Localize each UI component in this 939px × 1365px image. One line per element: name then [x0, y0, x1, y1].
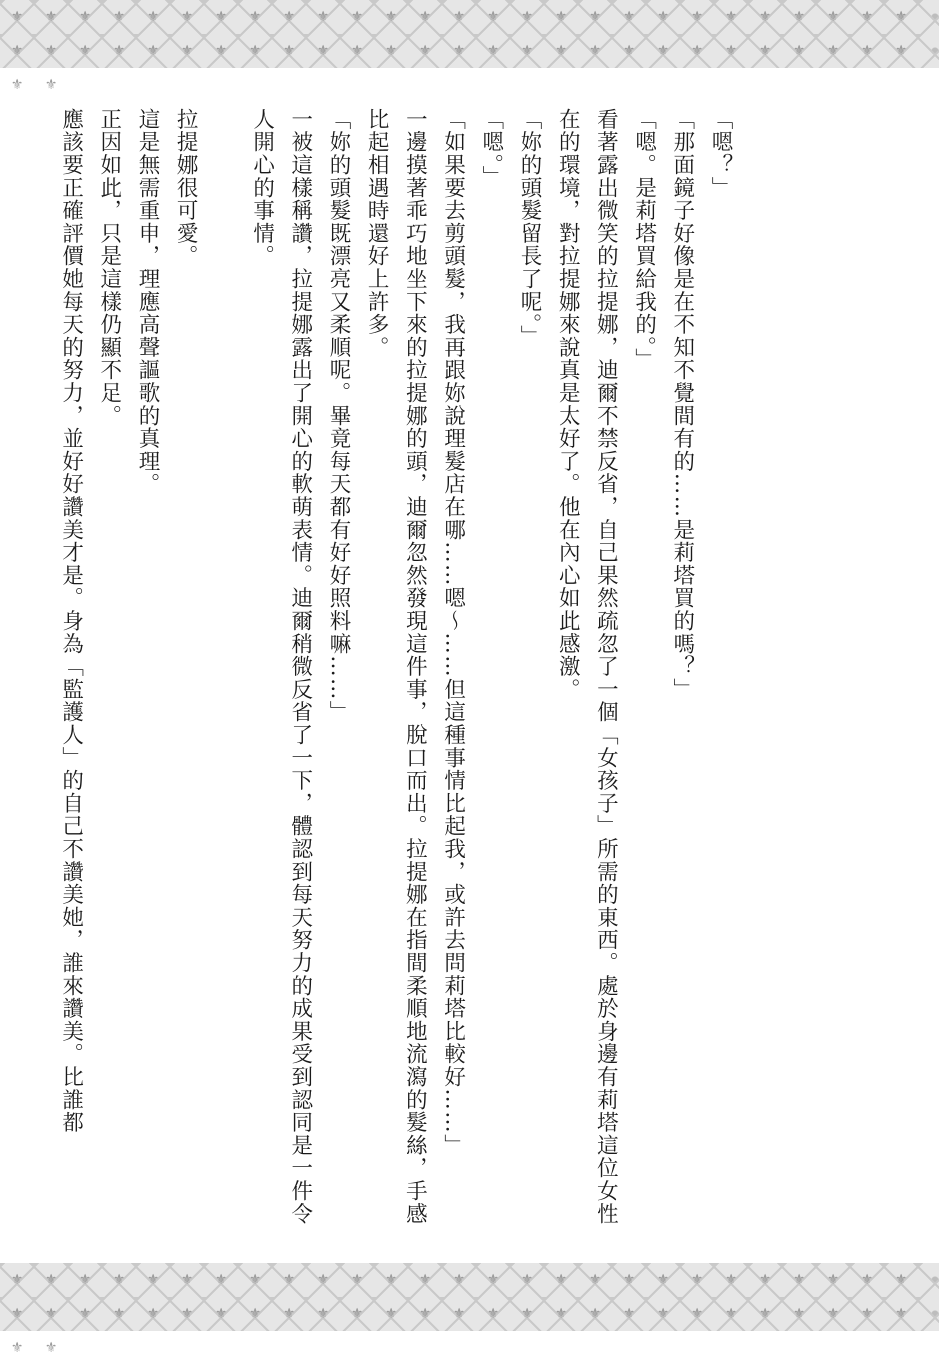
fleur-de-lis-icon: ⚜ [758, 43, 772, 59]
fleur-de-lis-icon: ⚜ [690, 1306, 704, 1322]
fleur-de-lis-icon: ⚜ [622, 43, 636, 59]
fleur-de-lis-icon: ⚜ [894, 1272, 908, 1288]
fleur-de-lis-icon: ⚜ [656, 1272, 670, 1288]
fleur-de-lis-icon: ⚜ [452, 1272, 466, 1288]
fleur-de-lis-icon: ⚜ [316, 1306, 330, 1322]
fleur-de-lis-icon: ⚜ [486, 1306, 500, 1322]
fleur-de-lis-icon: ⚜ [316, 43, 330, 59]
fleur-de-lis-icon: ⚜ [724, 1272, 738, 1288]
fleur-de-lis-icon: ⚜ [520, 9, 534, 25]
fleur-de-lis-icon: ⚜ [146, 1306, 160, 1322]
fleur-de-lis-icon: ⚜ [690, 9, 704, 25]
fleur-de-lis-icon: ⚜ [78, 1306, 92, 1322]
fleur-de-lis-icon: ⚜ [554, 43, 568, 59]
fleur-de-lis-icon: ⚜ [452, 43, 466, 59]
fleur-de-lis-icon: ⚜ [316, 1272, 330, 1288]
fleur-de-lis-icon: ⚜ [384, 43, 398, 59]
fleur-de-lis-icon: ⚜ [690, 1272, 704, 1288]
fleur-de-lis-icon: ⚜ [792, 9, 806, 25]
fleur-de-lis-icon: ⚜ [486, 9, 500, 25]
fleur-de-lis-icon: ⚜ [10, 43, 24, 59]
fleur-de-lis-icon: ⚜ [180, 9, 194, 25]
fleur-de-lis-icon: ⚜ [282, 9, 296, 25]
paragraph: 「嗯。」 [478, 108, 504, 189]
fleur-de-lis-icon: ⚜ [350, 1306, 364, 1322]
fleur-de-lis-icon: ⚜ [520, 43, 534, 59]
fleur-de-lis-icon: ⚜ [146, 9, 160, 25]
fleur-de-lis-icon: ⚜ [214, 1272, 228, 1288]
fleur-de-lis-icon: ⚜ [248, 43, 262, 59]
fleur-de-lis-icon: ⚜ [44, 1306, 58, 1322]
fleur-de-lis-icon: ⚜ [282, 1272, 296, 1288]
fleur-de-lis-icon: ⚜ [180, 1306, 194, 1322]
fleur-de-lis-icon: ⚜ [418, 1272, 432, 1288]
fleur-de-lis-icon: ⚜ [10, 1306, 24, 1322]
fleur-de-lis-icon: ⚜ [520, 1306, 534, 1322]
fleur-de-lis-icon: ⚜ [10, 9, 24, 25]
fleur-de-lis-icon: ⚜ [452, 1306, 466, 1322]
scene-break [204, 108, 242, 1236]
fleur-de-lis-icon: ⚜ [554, 1272, 568, 1288]
fleur-de-lis-icon: ⚜ [724, 9, 738, 25]
fleur-de-lis-icon: ⚜ [418, 43, 432, 59]
fleur-de-lis-icon: ⚜ [826, 9, 840, 25]
fleur-de-lis-icon: ⚜ [894, 43, 908, 59]
bottom-decorative-border [0, 1263, 939, 1356]
fleur-de-lis-icon: ⚜ [894, 1306, 908, 1322]
fleur-de-lis-icon: ⚜ [724, 43, 738, 59]
fleur-de-lis-icon: ⚜ [792, 43, 806, 59]
paragraph: 這是無需重申，理應高聲謳歌的真理。 [134, 108, 160, 496]
fleur-de-lis-icon: ⚜ [588, 1272, 602, 1288]
vertical-text-body [51, 108, 739, 1236]
fleur-de-lis-icon: ⚜ [758, 1272, 772, 1288]
fleur-de-lis-icon: ⚜ [486, 1272, 500, 1288]
fleur-de-lis-icon: ⚜ [10, 77, 24, 93]
fleur-de-lis-icon: ⚜ [758, 9, 772, 25]
fleur-de-lis-icon: ⚜ [78, 9, 92, 25]
fleur-de-lis-icon: ⚜ [418, 9, 432, 25]
fleur-de-lis-icon: ⚜ [656, 1306, 670, 1322]
paragraph: 「妳的頭髮既漂亮又柔順呢。畢竟每天都有好好照料嘛……」 [325, 108, 351, 724]
paragraph: 「那面鏡子好像是在不知不覺間有的……是莉塔買的嗎？」 [669, 108, 695, 701]
paragraph: 「嗯。是莉塔買給我的。」 [631, 108, 657, 371]
fleur-de-lis-icon: ⚜ [384, 1306, 398, 1322]
fleur-de-lis-icon: ⚜ [622, 1272, 636, 1288]
fleur-de-lis-icon: ⚜ [384, 9, 398, 25]
paragraph: 「嗯？」 [708, 108, 733, 200]
paragraph: 正因如此，只是這樣仍顯不足。 [96, 108, 122, 428]
fleur-de-lis-icon: ⚜ [112, 1272, 126, 1288]
fleur-de-lis-icon: ⚜ [656, 43, 670, 59]
paragraph: 一邊摸著乖巧地坐下來的拉提娜的頭，迪爾忽然發現這件事，脫口而出。拉提娜在指間柔順地流瀉的髮絲，手感比起相遇時還好上許多。 [364, 108, 428, 1226]
paragraph: 看著露出微笑的拉提娜，迪爾不禁反省，自己果然疏忽了一個「女孩子」所需的東西。處於身邊有莉塔這位女性在的環境，對拉提娜來說真是太好了。他在內心如此感激。 [555, 108, 619, 1226]
fleur-de-lis-icon: ⚜ [44, 1272, 58, 1288]
fleur-de-lis-icon: ⚜ [248, 1272, 262, 1288]
fleur-de-lis-icon: ⚜ [520, 1272, 534, 1288]
fleur-de-lis-icon: ⚜ [860, 1272, 874, 1288]
fleur-de-lis-icon: ⚜ [690, 43, 704, 59]
paragraph: 拉提娜很可愛。 [173, 108, 199, 268]
fleur-de-lis-icon: ⚜ [112, 43, 126, 59]
fleur-de-lis-icon: ⚜ [656, 9, 670, 25]
fleur-de-lis-icon: ⚜ [452, 9, 466, 25]
fleur-de-lis-icon: ⚜ [44, 9, 58, 25]
fleur-de-lis-icon: ⚜ [588, 43, 602, 59]
paragraph: 應該要正確評價她每天的努力，並好好讚美才是。身為「監護人」的自己不讚美她，誰來讚美。比誰都 [58, 108, 84, 1134]
fleur-de-lis-icon: ⚜ [350, 9, 364, 25]
fleur-de-lis-icon: ⚜ [10, 1340, 24, 1356]
fleur-de-lis-icon: ⚜ [350, 43, 364, 59]
fleur-de-lis-icon: ⚜ [180, 43, 194, 59]
fleur-de-lis-icon: ⚜ [112, 9, 126, 25]
fleur-de-lis-icon: ⚜ [826, 1306, 840, 1322]
fleur-de-lis-icon: ⚜ [554, 1306, 568, 1322]
fleur-de-lis-icon: ⚜ [792, 1306, 806, 1322]
fleur-de-lis-icon: ⚜ [180, 1272, 194, 1288]
fleur-de-lis-icon: ⚜ [622, 1306, 636, 1322]
fleur-de-lis-icon: ⚜ [622, 9, 636, 25]
fleur-de-lis-icon: ⚜ [78, 1272, 92, 1288]
fleur-de-lis-icon: ⚜ [10, 1272, 24, 1288]
fleur-de-lis-icon: ⚜ [282, 1306, 296, 1322]
fleur-de-lis-icon: ⚜ [418, 1306, 432, 1322]
fleur-de-lis-icon: ⚜ [758, 1306, 772, 1322]
fleur-de-lis-icon: ⚜ [860, 1306, 874, 1322]
fleur-de-lis-icon: ⚜ [214, 9, 228, 25]
fleur-de-lis-icon: ⚜ [384, 1272, 398, 1288]
fleur-de-lis-icon: ⚜ [44, 77, 58, 93]
fleur-de-lis-icon: ⚜ [214, 43, 228, 59]
fleur-de-lis-icon: ⚜ [894, 9, 908, 25]
fleur-de-lis-icon: ⚜ [860, 43, 874, 59]
paragraph: 「妳的頭髮留長了呢。」 [516, 108, 542, 349]
fleur-de-lis-icon: ⚜ [112, 1306, 126, 1322]
fleur-de-lis-icon: ⚜ [826, 1272, 840, 1288]
fleur-de-lis-icon: ⚜ [146, 1272, 160, 1288]
fleur-de-lis-icon: ⚜ [316, 9, 330, 25]
fleur-de-lis-icon: ⚜ [146, 43, 160, 59]
top-decorative-border [0, 0, 939, 93]
fleur-de-lis-pattern [0, 0, 939, 93]
fleur-de-lis-icon: ⚜ [588, 1306, 602, 1322]
fleur-de-lis-icon: ⚜ [860, 9, 874, 25]
fleur-de-lis-icon: ⚜ [214, 1306, 228, 1322]
fleur-de-lis-icon: ⚜ [826, 43, 840, 59]
fleur-de-lis-icon: ⚜ [724, 1306, 738, 1322]
fleur-de-lis-icon: ⚜ [44, 43, 58, 59]
fleur-de-lis-icon: ⚜ [588, 9, 602, 25]
fleur-de-lis-icon: ⚜ [282, 43, 296, 59]
fleur-de-lis-icon: ⚜ [486, 43, 500, 59]
fleur-de-lis-icon: ⚜ [554, 9, 568, 25]
fleur-de-lis-icon: ⚜ [248, 9, 262, 25]
fleur-de-lis-icon: ⚜ [44, 1340, 58, 1356]
fleur-de-lis-icon: ⚜ [78, 43, 92, 59]
fleur-de-lis-icon: ⚜ [350, 1272, 364, 1288]
paragraph: 一被這樣稱讚，拉提娜露出了開心的軟萌表情。迪爾稍微反省了一下，體認到每天努力的成果受到認同是一件令人開心的事情。 [249, 108, 313, 1226]
paragraph: 「如果要去剪頭髮，我再跟妳說理髮店在哪……嗯～……但這種事情比起我，或許去問莉塔比較好……」 [440, 108, 466, 1157]
fleur-de-lis-icon: ⚜ [792, 1272, 806, 1288]
fleur-de-lis-icon: ⚜ [248, 1306, 262, 1322]
fleur-de-lis-pattern [0, 1263, 939, 1356]
